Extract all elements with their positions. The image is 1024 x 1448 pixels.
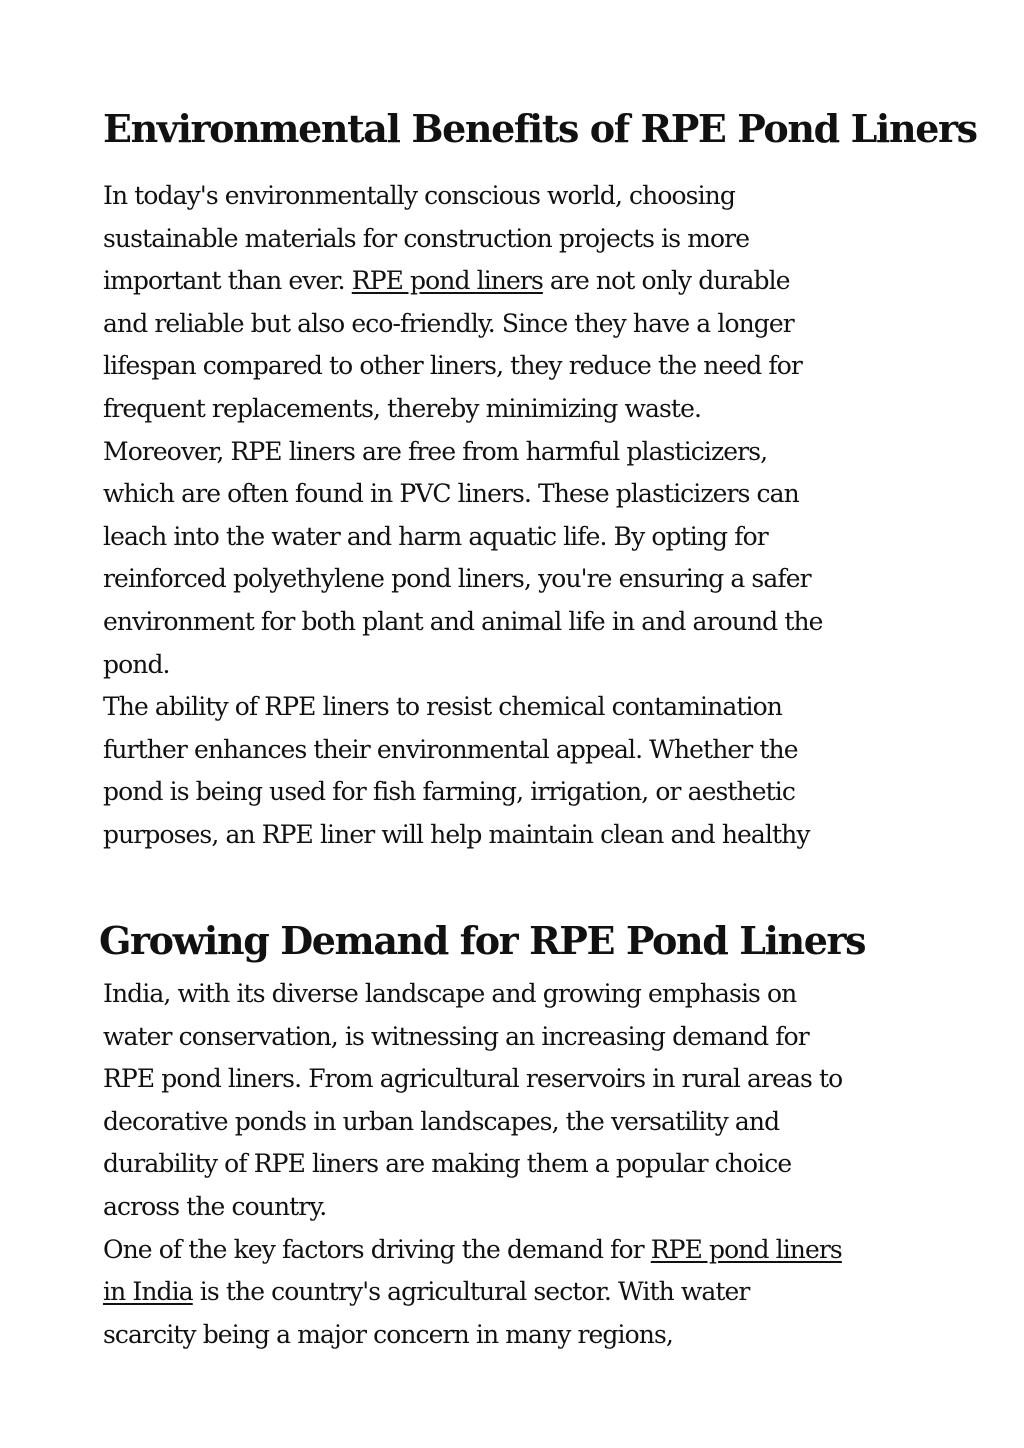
paragraph-line: India, with its diverse landscape and growing emphasis on xyxy=(103,979,797,1008)
paragraph-line: which are often found in PVC liners. These plasticizers can xyxy=(103,479,799,509)
text-run: important than ever. xyxy=(103,266,352,296)
paragraph-line: and reliable but also eco-friendly. Since they have a longer xyxy=(103,308,794,338)
paragraph-line: Moreover, RPE liners are free from harmful plasticizers, xyxy=(103,436,768,466)
paragraph-line: reinforced polyethylene pond liners, you're ensuring a safer xyxy=(103,564,811,594)
paragraph-line: further enhances their environmental appeal. Whether the xyxy=(103,734,798,764)
paragraph-line xyxy=(103,1229,933,1272)
paragraph-line: RPE pond liners. From agricultural reservoirs in rural areas to xyxy=(103,1064,843,1094)
paragraph-line: purposes, an RPE liner will help maintain clean and healthy xyxy=(103,819,810,849)
paragraph-line: water conservation, is witnessing an increasing demand for xyxy=(103,1021,809,1051)
paragraph-line xyxy=(103,260,933,303)
rpe-pond-liners-link[interactable]: RPE pond liners xyxy=(351,266,543,296)
text-run: are not only durable xyxy=(542,266,790,296)
rpe-pond-liners-in-india-link[interactable]: RPE pond liners xyxy=(650,1234,842,1264)
paragraph-line: pond is being used for fish farming, irrigation, or aesthetic xyxy=(103,777,795,807)
paragraph-line: lifespan compared to other liners, they reduce the need for xyxy=(103,351,802,381)
paragraph-line xyxy=(103,1271,933,1314)
paragraph-line: In today's environmentally conscious world, choosing xyxy=(103,181,735,210)
paragraph-line: sustainable materials for construction projects is more xyxy=(103,223,750,253)
paragraph-line: environment for both plant and animal life in and around the xyxy=(103,606,823,636)
section-body-environmental-benefits xyxy=(103,175,933,857)
paragraph-line: durability of RPE liners are making them a popular choice xyxy=(103,1149,792,1179)
paragraph-line: The ability of RPE liners to resist chemical contamination xyxy=(103,692,782,722)
paragraph-line: decorative ponds in urban landscapes, the versatility and xyxy=(103,1106,780,1136)
text-run: One of the key factors driving the demand for xyxy=(103,1234,651,1264)
paragraph-line: scarcity being a major concern in many regions, xyxy=(103,1319,673,1349)
section-heading-growing-demand: Growing Demand for RPE Pond Liners xyxy=(99,918,866,963)
paragraph-line: across the country. xyxy=(103,1191,327,1221)
paragraph-line: leach into the water and harm aquatic life. By opting for xyxy=(103,521,768,551)
section-body-growing-demand xyxy=(103,973,933,1356)
text-run: is the country's agricultural sector. With water xyxy=(192,1277,750,1307)
section-heading-environmental-benefits: Environmental Benefits of RPE Pond Liners xyxy=(103,106,977,151)
paragraph-line: pond. xyxy=(103,649,170,679)
rpe-pond-liners-in-india-link-continued[interactable]: in India xyxy=(103,1277,193,1307)
paragraph-line: frequent replacements, thereby minimizing waste. xyxy=(103,393,702,423)
